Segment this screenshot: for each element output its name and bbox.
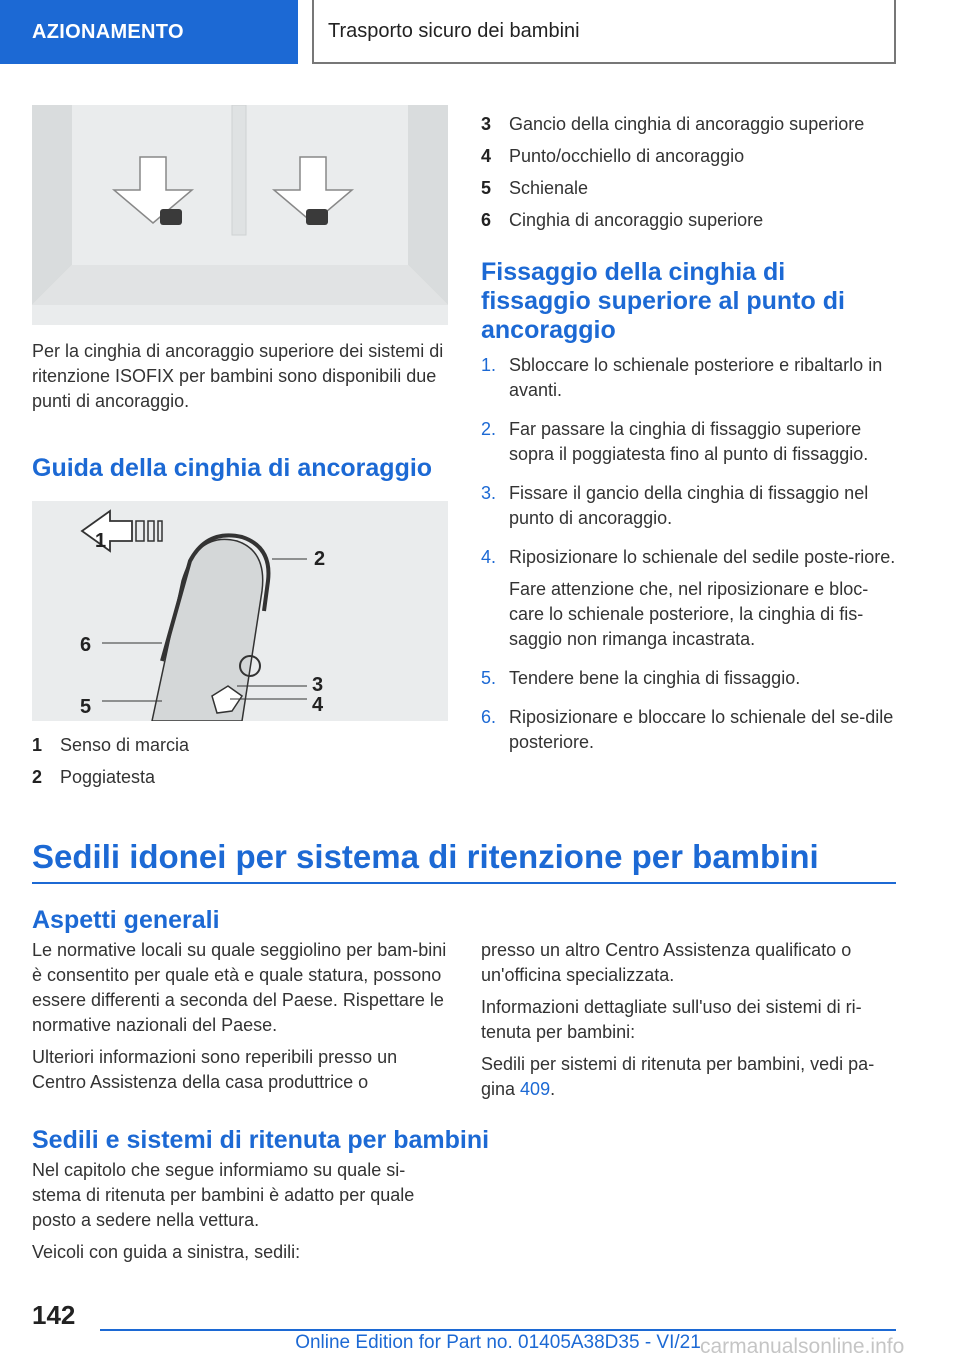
legend-number: 2 bbox=[32, 767, 43, 787]
general-paragraph-5 bbox=[481, 1052, 896, 1102]
general-paragraph-2: Ulteriori informazioni sono reperibili presso un Centro Assistenza della casa produttrice o bbox=[32, 1047, 398, 1092]
section-title: Sedili idonei per sistema di ritenzione per bambini bbox=[32, 838, 896, 884]
step-item bbox=[481, 545, 896, 659]
step-text: Riposizionare lo schienale del sedile poste-riore. bbox=[509, 547, 896, 567]
chapter-title: Trasporto sicuro dei bambini bbox=[328, 19, 580, 42]
legend-number: 5 bbox=[481, 178, 492, 198]
legend-number: 3 bbox=[481, 114, 492, 134]
step-item bbox=[481, 353, 896, 410]
legend-right bbox=[481, 108, 896, 236]
step-text: Sbloccare lo schienale posteriore e ribaltarlo in avanti. bbox=[509, 355, 883, 400]
strap-routing-diagram bbox=[32, 501, 448, 721]
step-text: Far passare la cinghia di fissaggio superiore sopra il poggiatesta fino al punto di fissaggio. bbox=[509, 419, 869, 464]
legend-item bbox=[481, 204, 896, 236]
general-aspects-heading: Aspetti generali bbox=[32, 906, 220, 934]
edition-text: Online Edition for Part no. 01405A38D35 - VI/21 bbox=[295, 1332, 701, 1353]
step-note: Fare attenzione che, nel riposizionare e bloc-care lo schienale posteriore, la cinghia di fis-saggio non rimanga incastrata. bbox=[509, 579, 869, 649]
child-seats-paragraph-1: Nel capitolo che segue informiamo su quale si-stema di ritenuta per bambini è adatto per quale posto a sedere nella vettura. bbox=[32, 1160, 415, 1230]
general-right-text bbox=[481, 938, 896, 1102]
child-seats-text bbox=[32, 1158, 448, 1265]
step-text: Fissare il gancio della cinghia di fissaggio nel punto di ancoraggio. bbox=[509, 483, 869, 528]
anchor-points-figure bbox=[32, 105, 448, 325]
legend-left bbox=[32, 729, 448, 793]
legend-number: 4 bbox=[481, 146, 492, 166]
general-paragraph-1: Le normative locali su quale seggiolino per bam-bini è consentito per quale età e quale statura, possono essere differenti a seconda del Paese. Rispettare le normative nazionali del Paese. bbox=[32, 940, 447, 1035]
fixing-heading: Fissaggio della cinghia di fissaggio superiore al punto di ancoraggio bbox=[481, 258, 845, 344]
diagram-label-2: 2 bbox=[314, 548, 326, 570]
strap-routing-heading: Guida della cinghia di ancoraggio bbox=[32, 454, 433, 482]
child-seats-heading: Sedili e sistemi di ritenuta per bambini bbox=[32, 1126, 490, 1154]
page-header-title bbox=[312, 0, 896, 64]
legend-item bbox=[32, 729, 448, 761]
legend-text: Cinghia di ancoraggio superiore bbox=[509, 210, 764, 230]
diagram-label-4: 4 bbox=[312, 694, 324, 716]
step-item bbox=[481, 481, 896, 538]
legend-text: Gancio della cinghia di ancoraggio superiore bbox=[509, 114, 865, 134]
legend-number: 6 bbox=[481, 210, 492, 230]
steps-list bbox=[481, 353, 896, 762]
legend-item bbox=[481, 108, 896, 140]
diagram-label-1: 1 bbox=[95, 530, 107, 552]
step-number: 5. bbox=[481, 668, 497, 688]
page-number: 142 bbox=[32, 1300, 76, 1330]
section-tab[interactable] bbox=[0, 0, 298, 64]
diagram-label-3: 3 bbox=[312, 674, 324, 696]
step-number: 3. bbox=[481, 483, 497, 503]
legend-number: 1 bbox=[32, 735, 43, 755]
child-seats-paragraph-2: Veicoli con guida a sinistra, sedili: bbox=[32, 1242, 301, 1262]
diagram-label-6: 6 bbox=[80, 634, 92, 656]
general-left-text bbox=[32, 938, 448, 1095]
right-column bbox=[481, 108, 896, 769]
watermark: carmanualsonline.info bbox=[700, 1335, 905, 1358]
page-reference-link[interactable]: 409 bbox=[520, 1079, 551, 1099]
intro-paragraph: Per la cinghia di ancoraggio superiore dei sistemi di ritenzione ISOFIX per bambini sono disponibili due punti di ancoraggio. bbox=[32, 341, 444, 411]
general-paragraph-4: Informazioni dettagliate sull'uso dei sistemi di ri-tenuta per bambini: bbox=[481, 997, 862, 1042]
reference-end: . bbox=[550, 1079, 556, 1099]
step-item bbox=[481, 666, 896, 698]
reference-text: Sedili per sistemi di ritenuta per bambini, vedi pa-gina bbox=[481, 1054, 875, 1099]
legend-item bbox=[481, 140, 896, 172]
step-number: 4. bbox=[481, 547, 497, 567]
step-text: Tendere bene la cinghia di fissaggio. bbox=[509, 668, 801, 688]
left-column bbox=[32, 105, 448, 793]
legend-text: Senso di marcia bbox=[60, 735, 190, 755]
step-item bbox=[481, 417, 896, 474]
diagram-label-5: 5 bbox=[80, 696, 92, 718]
step-number: 2. bbox=[481, 419, 497, 439]
step-item bbox=[481, 705, 896, 762]
legend-item bbox=[481, 172, 896, 204]
anchor-points-illustration bbox=[32, 105, 448, 325]
legend-item bbox=[32, 761, 448, 793]
legend-text: Poggiatesta bbox=[60, 767, 156, 787]
step-number: 1. bbox=[481, 355, 497, 375]
step-text: Riposizionare e bloccare lo schienale del se-dile posteriore. bbox=[509, 707, 894, 752]
step-number: 6. bbox=[481, 707, 497, 727]
legend-text: Punto/occhiello di ancoraggio bbox=[509, 146, 745, 166]
strap-routing-figure bbox=[32, 501, 448, 721]
general-paragraph-3: presso un altro Centro Assistenza qualificato o un'officina specializzata. bbox=[481, 940, 852, 985]
footer-rule bbox=[100, 1329, 896, 1331]
legend-text: Schienale bbox=[509, 178, 589, 198]
section-tab-label: AZIONAMENTO bbox=[32, 20, 184, 43]
